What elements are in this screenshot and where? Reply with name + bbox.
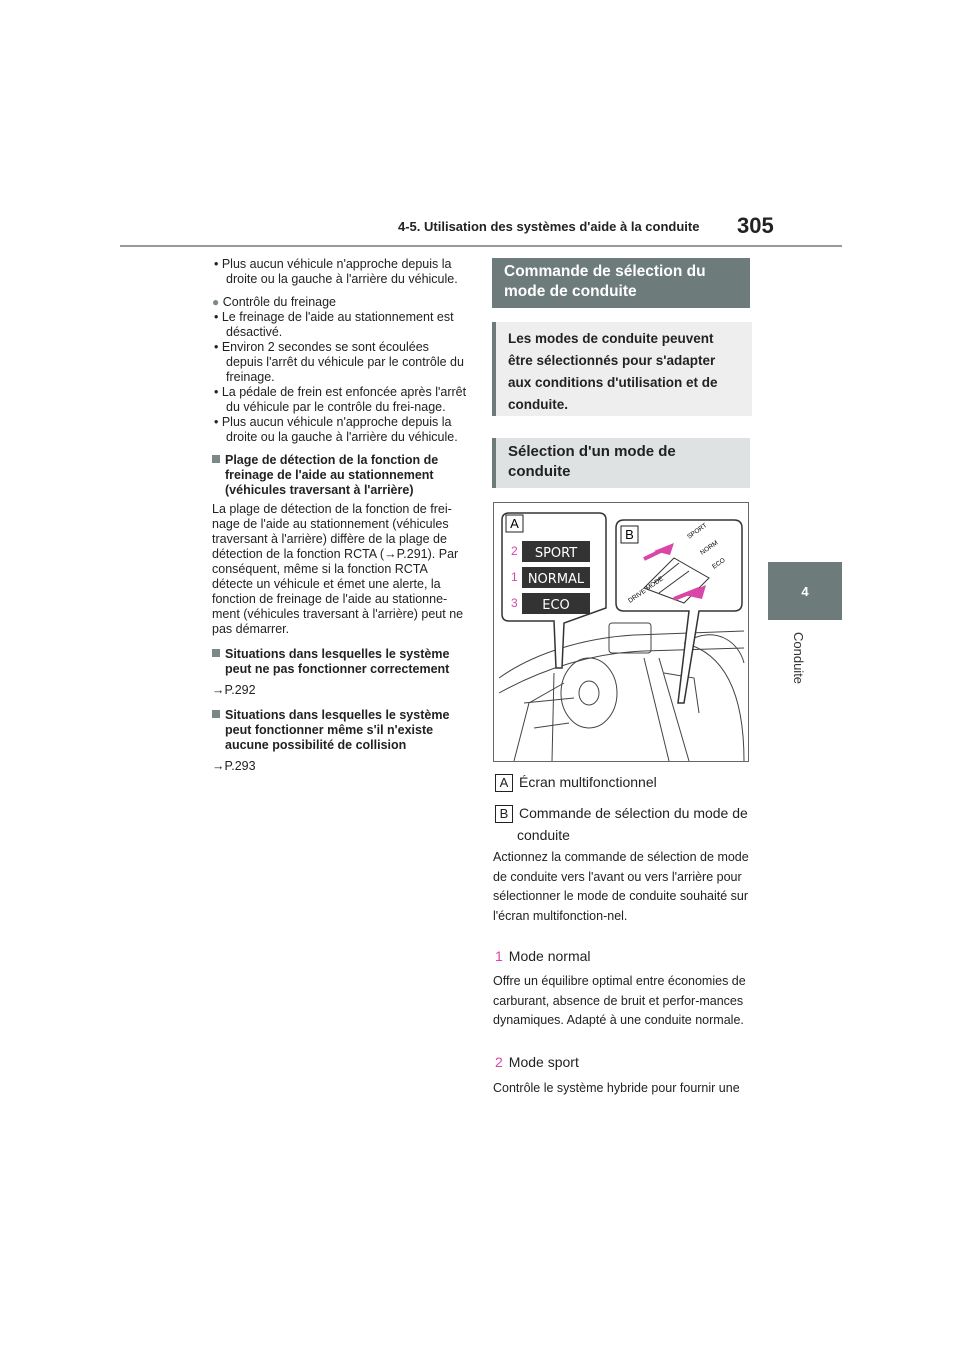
chapter-label: Conduite (791, 632, 806, 685)
switch-label-drive-mode: DRIVE MODE (627, 575, 665, 605)
dashboard-illustration (493, 502, 749, 762)
left-column (212, 257, 468, 774)
switch-label-sport: SPORT (686, 522, 709, 541)
circle-bullet-icon: ● (212, 295, 220, 309)
section-title: Situations dans lesquelles le système peut ne pas fonctionner correctement (212, 647, 468, 677)
header-divider (120, 245, 842, 247)
page-number: 305 (737, 213, 774, 238)
legend-letter-b: B (495, 805, 513, 823)
body-paragraph: Actionnez la commande de sélection de mode de conduite vers l'avant ou vers l'arrière pour sélectionner le mode de conduite souhaité sur l'écran multifonction-nel. (493, 850, 749, 923)
mode1-title: Mode normal (508, 948, 591, 964)
mode1-heading (495, 948, 591, 964)
circle-item-title: Contrôle du freinage (222, 295, 337, 309)
legend-b: B Commande de sélection du mode de conduite (495, 802, 767, 846)
legend-a: A Écran multifonctionnel (495, 772, 753, 792)
bullet-item: • La pédale de frein est enfoncée après l'arrêt du véhicule par le contrôle du frei-nage. (214, 385, 467, 414)
mode-normal-label: NORMAL (527, 572, 585, 587)
section-title: Plage de détection de la fonction de freinage de l'aide au stationnement (véhicules traversant à l'arrière) (212, 453, 468, 498)
mode2-title: Mode sport (508, 1054, 579, 1070)
chapter-tab (768, 562, 842, 620)
square-bullet-icon (212, 455, 220, 463)
chapter-number: 4 (801, 583, 809, 599)
mode2-heading (495, 1054, 579, 1070)
switch-label-norm: NORM (699, 539, 720, 557)
bullet-item: • Plus aucun véhicule n'approche depuis la droite ou la gauche à l'arrière du véhicule. (214, 415, 458, 444)
page-reference-link[interactable]: →P.292 (212, 683, 256, 697)
mode-number: 3 (511, 596, 518, 610)
bullet-item: • Plus aucun véhicule n'approche depuis la droite ou la gauche à l'arrière du véhicule. (214, 257, 458, 286)
mode-number: 1 (511, 570, 518, 584)
bullet-item: • Le freinage de l'aide au stationnement est désactivé. (214, 310, 454, 339)
dashboard-drawing (494, 503, 748, 761)
section-heading: Commande de sélection du mode de conduite (492, 258, 750, 308)
bullet-item: • Environ 2 secondes se sont écoulées depuis l'arrêt du véhicule par le contrôle du freinage. (214, 340, 464, 384)
mode-eco-label: ECO (542, 598, 570, 613)
mode2-number: 2 (495, 1054, 503, 1070)
section-header-title: 4-5. Utilisation des systèmes d'aide à la conduite (398, 219, 700, 234)
intro-box: Les modes de conduite peuvent être sélectionnés pour s'adapter aux conditions d'utilisation et de conduite. (492, 322, 752, 416)
mode-sport-label: SPORT (534, 546, 578, 561)
page-reference-link[interactable]: →P.293 (212, 759, 256, 773)
mode1-number: 1 (495, 948, 503, 964)
square-bullet-icon (212, 710, 220, 718)
mode1-body: Offre un équilibre optimal entre économies de carburant, absence de bruit et perfor-mances dynamiques. Adapté à une conduite normale. (493, 974, 746, 1027)
sub-heading: Sélection d'un mode de conduite (492, 438, 750, 488)
label-b: B (625, 527, 634, 542)
section-title: Situations dans lesquelles le système peut fonctionner même s'il n'existe aucune possibilité de collision (212, 708, 468, 753)
mode-number: 2 (511, 544, 518, 558)
square-bullet-icon (212, 649, 220, 657)
section-body: La plage de détection de la fonction de frei-nage de l'aide au stationnement (véhicules traversant à l'arrière) diffère de la plage de détection de la fonction RCTA (→P.291). Par conséquent, même si la fonction RCTA détecte un véhicule et émet une alerte, la fonction de freinage de l'aide au stationne-ment (véhicules traversant à l'arrière) peut ne pas démarrer. (212, 502, 464, 636)
mode2-body: Contrôle le système hybride pour fournir une (493, 1081, 740, 1095)
circle-item (212, 295, 468, 310)
label-a: A (510, 516, 519, 531)
legend-letter-a: A (495, 774, 513, 792)
switch-label-eco: ECO (711, 556, 727, 571)
